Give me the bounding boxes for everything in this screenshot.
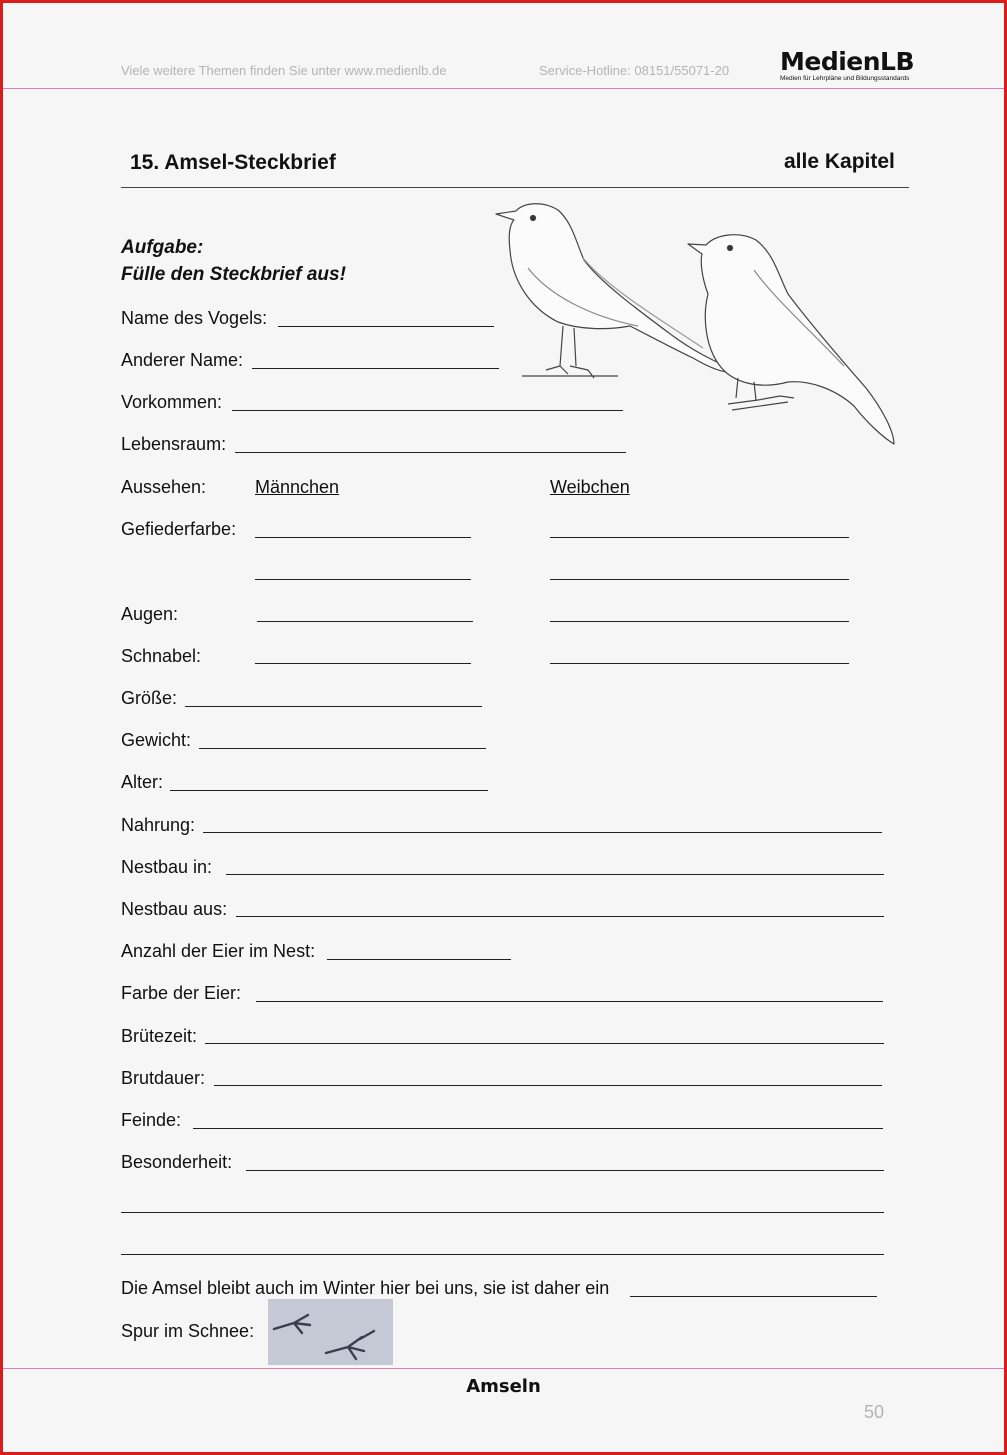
input-habitat[interactable] — [235, 452, 626, 453]
input-breeding-duration[interactable] — [214, 1085, 882, 1086]
winter-sentence: Die Amsel bleibt auch im Winter hier bei uns, sie ist daher ein — [121, 1278, 610, 1298]
page-number: 50 — [864, 1402, 885, 1422]
input-plumage-female-2[interactable] — [550, 579, 849, 580]
header-hotline-text: Service-Hotline: 08151/55071-20 — [539, 63, 730, 78]
label-special: Besonderheit: — [121, 1152, 233, 1172]
input-nest-from[interactable] — [236, 916, 884, 917]
label-other-name: Anderer Name: — [121, 350, 244, 370]
label-plumage: Gefiederfarbe: — [121, 519, 237, 539]
input-special[interactable] — [246, 1170, 884, 1171]
input-occurrence[interactable] — [232, 410, 623, 411]
input-nest-in[interactable] — [226, 874, 884, 875]
label-name: Name des Vogels: — [121, 308, 268, 328]
input-special-line-3[interactable] — [121, 1254, 884, 1255]
label-food: Nahrung: — [121, 815, 196, 835]
label-occurrence: Vorkommen: — [121, 392, 223, 412]
worksheet-title: 15. Amsel-Steckbrief — [130, 151, 336, 174]
footer-divider — [3, 1368, 1004, 1369]
input-other-name[interactable] — [252, 368, 499, 369]
input-plumage-female-1[interactable] — [550, 537, 849, 538]
label-beak: Schnabel: — [121, 646, 202, 666]
task-text: Fülle den Steckbrief aus! — [121, 264, 346, 285]
input-age[interactable] — [170, 790, 488, 791]
input-beak-male[interactable] — [255, 663, 471, 664]
label-age: Alter: — [121, 772, 164, 792]
input-special-line-2[interactable] — [121, 1212, 884, 1213]
label-nest-in: Nestbau in: — [121, 857, 213, 877]
medienlb-logo — [780, 48, 920, 82]
column-female: Weibchen — [550, 477, 630, 497]
header-website-text: Viele weitere Themen finden Sie unter www.medienlb.de — [121, 63, 447, 78]
label-habitat: Lebensraum: — [121, 434, 227, 454]
label-eyes: Augen: — [121, 604, 179, 624]
logo-subtitle: Medien für Lehrpläne und Bildungsstandards — [780, 75, 910, 82]
input-egg-color[interactable] — [256, 1001, 883, 1002]
label-weight: Gewicht: — [121, 730, 192, 750]
input-winter-bird[interactable] — [630, 1296, 877, 1297]
input-food[interactable] — [203, 832, 882, 833]
label-egg-color: Farbe der Eier: — [121, 983, 242, 1003]
blackbird-illustration — [488, 198, 903, 453]
chapter-label: alle Kapitel — [784, 150, 895, 173]
task-instructions — [121, 234, 346, 288]
footer-topic: Amseln — [466, 1376, 541, 1397]
input-weight[interactable] — [199, 748, 486, 749]
input-eyes-male[interactable] — [257, 621, 473, 622]
input-plumage-male-2[interactable] — [255, 579, 471, 580]
label-track: Spur im Schnee: — [121, 1321, 255, 1341]
input-breeding-time[interactable] — [205, 1043, 884, 1044]
label-breeding-time: Brütezeit: — [121, 1026, 198, 1046]
header-divider — [3, 88, 1004, 89]
label-egg-count: Anzahl der Eier im Nest: — [121, 941, 316, 961]
task-label: Aufgabe: — [121, 237, 204, 258]
label-nest-from: Nestbau aus: — [121, 899, 228, 919]
input-eyes-female[interactable] — [550, 621, 849, 622]
snow-track-image — [268, 1299, 393, 1365]
logo-title: MedienLB — [780, 47, 915, 76]
input-plumage-male-1[interactable] — [255, 537, 471, 538]
label-appearance: Aussehen: — [121, 477, 207, 497]
input-egg-count[interactable] — [327, 959, 511, 960]
label-size: Größe: — [121, 688, 178, 708]
label-breeding-duration: Brutdauer: — [121, 1068, 206, 1088]
column-male: Männchen — [255, 477, 340, 497]
label-enemies: Feinde: — [121, 1110, 182, 1130]
title-divider — [121, 187, 909, 188]
input-beak-female[interactable] — [550, 663, 849, 664]
input-name[interactable] — [278, 326, 494, 327]
input-size[interactable] — [185, 706, 482, 707]
input-enemies[interactable] — [193, 1128, 883, 1129]
